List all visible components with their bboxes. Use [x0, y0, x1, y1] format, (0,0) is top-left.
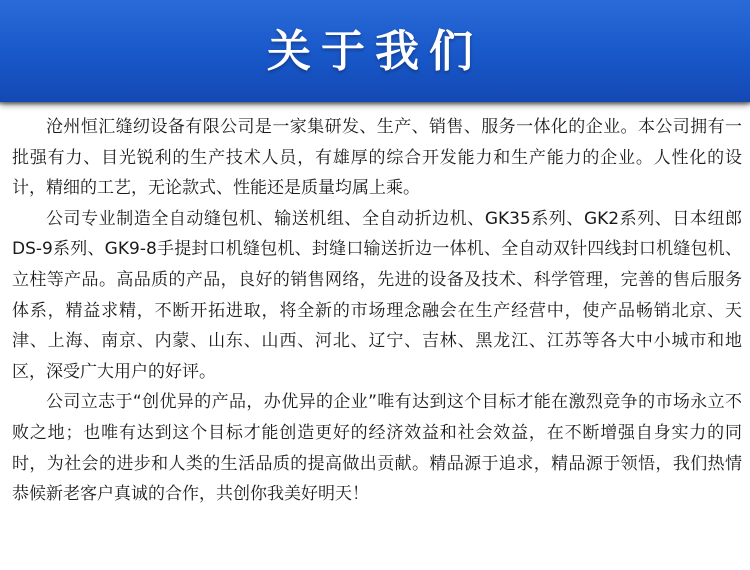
article-paragraph-intro: 沧州恒汇缝纫设备有限公司是一家集研发、生产、销售、服务一体化的企业。本公司拥有一批强有力、目光锐利的生产技术人员，有雄厚的综合开发能力和生产能力的企业。人性化的设计，精细的工艺，无论款式、性能还是质量均属上乘。	[12, 117, 742, 199]
article-paragraph-products: 公司专业制造全自动缝包机、输送机组、全自动折边机、GK35系列、GK2系列、日本纽郎DS-9系列、GK9-8手提封口机缝包机、封缝口输送折边一体机、全自动双针四线封口机缝包机、立柱等产品。高品质的产品，良好的销售网络，先进的设备及技术、科学管理，完善的售后服务体系，精益求精，不断开拓进取，将全新的市场理念融会在生产经营中，使产品畅销北京、天津、上海、南京、内蒙、山东、山西、河北、辽宁、吉林、黑龙江、江苏等各大中小城市和地区，深受广大用户的好评。	[12, 208, 742, 382]
about-article	[12, 112, 742, 510]
title-banner	[0, 0, 750, 102]
page-title: 关于我们	[267, 26, 483, 77]
article-paragraph-mission: 公司立志于“创优异的产品，办优异的企业”唯有达到这个目标才能在激烈竞争的市场永立不败之地；也唯有达到这个目标才能创造更好的经济效益和社会效益，在不断增强自身实力的同时，为社会的进步和人类的生活品质的提高做出贡献。精品源于追求，精品源于领悟，我们热情恭候新老客户真诚的合作，共创你我美好明天！	[12, 392, 742, 505]
